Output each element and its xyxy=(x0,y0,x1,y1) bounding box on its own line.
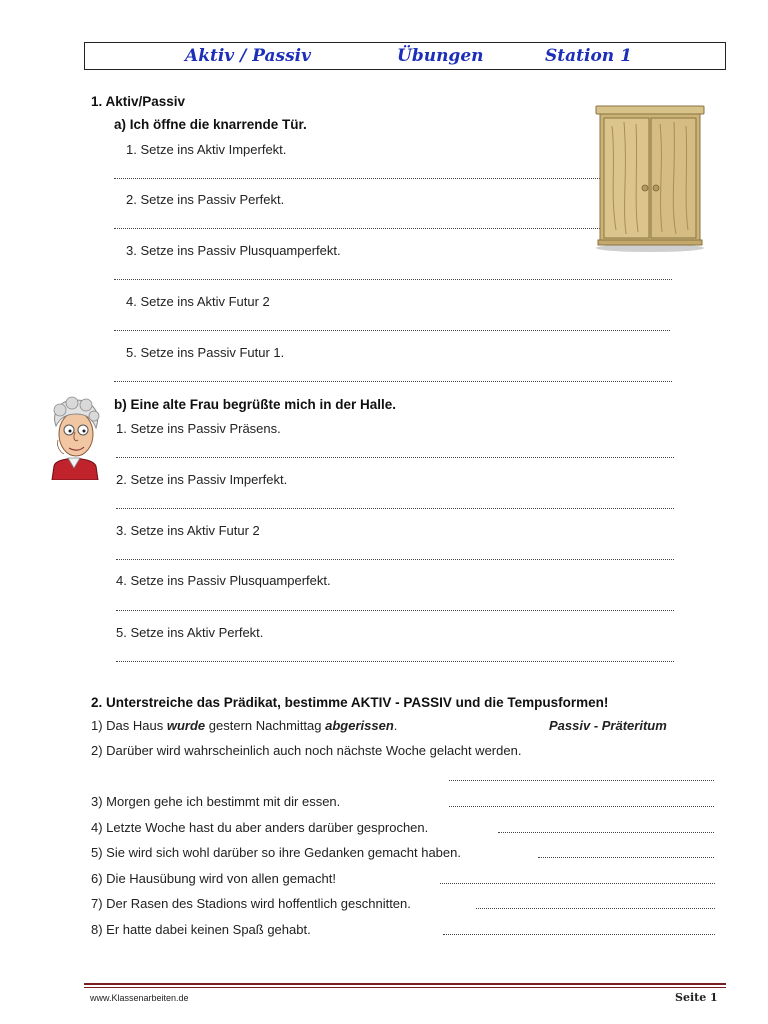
task-1b-2: 2. Setze ins Passiv Imperfekt. xyxy=(116,472,288,487)
answer-line-2-8[interactable] xyxy=(443,934,715,935)
answer-line-1b-1[interactable] xyxy=(116,457,674,458)
worksheet-title-box xyxy=(84,42,726,70)
section2-heading: 2. Unterstreiche das Prädikat, bestimme AKTIV - PASSIV und die Tempusformen! xyxy=(91,695,609,710)
answer-line-1a-2[interactable] xyxy=(114,228,602,229)
answer-line-1a-1[interactable] xyxy=(114,178,602,179)
sentence-7: 7) Der Rasen des Stadions wird hoffentlich geschnitten. xyxy=(91,896,411,911)
example-prefix: 1) Das Haus xyxy=(91,718,167,733)
task-1b-1: 1. Setze ins Passiv Präsens. xyxy=(116,421,281,436)
answer-line-1a-4[interactable] xyxy=(114,330,670,331)
footer-website: www.Klassenarbeiten.de xyxy=(90,993,189,1003)
sentence-3: 3) Morgen gehe ich bestimmt mit dir essen. xyxy=(91,794,341,809)
task-1a-3: 3. Setze ins Passiv Plusquamperfekt. xyxy=(126,243,341,258)
example-middle: gestern Nachmittag xyxy=(205,718,326,733)
example-verb-1: wurde xyxy=(166,718,206,733)
title-topic: Aktiv / Passiv xyxy=(185,46,312,66)
example-end: . xyxy=(393,718,398,733)
answer-line-2-3[interactable] xyxy=(449,806,714,807)
old-lady-illustration xyxy=(42,396,106,480)
sentence-5: 5) Sie wird sich wohl darüber so ihre Gedanken gemacht haben. xyxy=(91,845,461,860)
answer-line-1a-5[interactable] xyxy=(114,381,672,382)
sentence-8: 8) Er hatte dabei keinen Spaß gehabt. xyxy=(91,922,311,937)
answer-line-2-7[interactable] xyxy=(476,908,715,909)
task-1b-5: 5. Setze ins Aktiv Perfekt. xyxy=(116,625,264,640)
task-1a-1: 1. Setze ins Aktiv Imperfekt. xyxy=(126,142,287,157)
answer-line-2-5[interactable] xyxy=(538,857,714,858)
example-sentence xyxy=(91,718,397,733)
answer-line-1b-4[interactable] xyxy=(116,610,674,611)
section1-heading: 1. Aktiv/Passiv xyxy=(91,94,186,109)
section1a-prompt: a) Ich öffne die knarrende Tür. xyxy=(114,117,307,132)
sentence-2: 2) Darüber wird wahrscheinlich auch noch nächste Woche gelacht werden. xyxy=(91,743,522,758)
title-exercises: Übungen xyxy=(397,46,484,66)
answer-line-1b-2[interactable] xyxy=(116,508,674,509)
answer-line-2-2[interactable] xyxy=(449,780,714,781)
task-1b-3: 3. Setze ins Aktiv Futur 2 xyxy=(116,523,260,538)
section1b-prompt: b) Eine alte Frau begrüßte mich in der Halle. xyxy=(114,397,397,412)
answer-line-1b-3[interactable] xyxy=(116,559,674,560)
task-1a-2: 2. Setze ins Passiv Perfekt. xyxy=(126,192,285,207)
answer-line-2-4[interactable] xyxy=(498,832,714,833)
footer-rule-thick xyxy=(84,983,726,985)
example-answer: Passiv - Präteritum xyxy=(549,718,667,733)
answer-line-1a-3[interactable] xyxy=(114,279,672,280)
sentence-6: 6) Die Hausübung wird von allen gemacht! xyxy=(91,871,336,886)
answer-line-1b-5[interactable] xyxy=(116,661,674,662)
task-1a-5: 5. Setze ins Passiv Futur 1. xyxy=(126,345,285,360)
answer-line-2-6[interactable] xyxy=(440,883,715,884)
task-1b-4: 4. Setze ins Passiv Plusquamperfekt. xyxy=(116,573,331,588)
footer-rule-thin xyxy=(84,987,726,988)
task-1a-4: 4. Setze ins Aktiv Futur 2 xyxy=(126,294,270,309)
sentence-4: 4) Letzte Woche hast du aber anders darüber gesprochen. xyxy=(91,820,429,835)
footer-page-number: Seite 1 xyxy=(675,991,718,1004)
wardrobe-illustration xyxy=(590,102,710,252)
title-station: Station 1 xyxy=(545,46,632,66)
example-verb-2: abgerissen xyxy=(325,718,394,733)
